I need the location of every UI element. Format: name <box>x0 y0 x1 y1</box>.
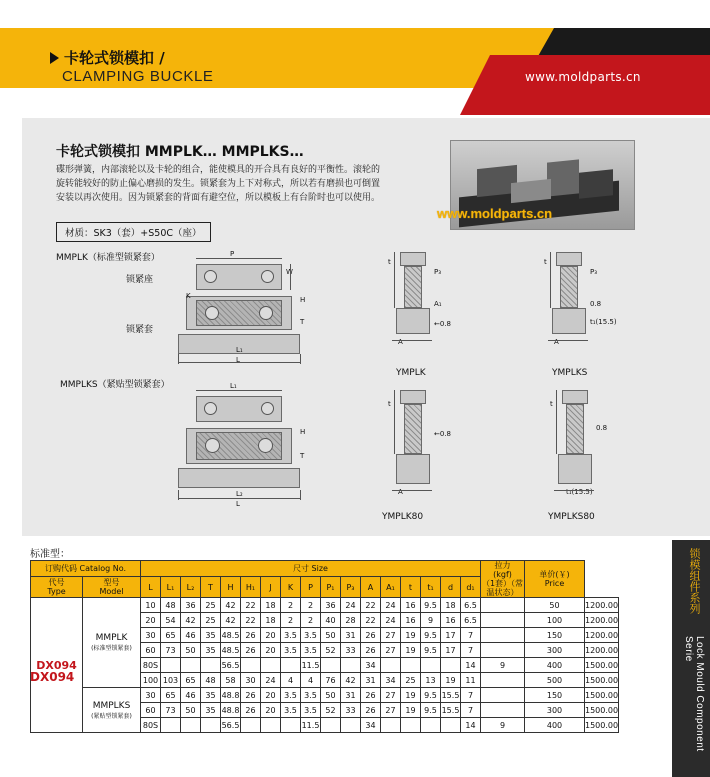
size-value-cell: 11.5 <box>301 658 321 673</box>
size-value-cell: 31 <box>341 628 361 643</box>
size-value-cell: 76 <box>321 673 341 688</box>
page-title-en: CLAMPING BUCKLE <box>62 68 214 85</box>
size-col-J: J <box>261 577 281 598</box>
size-value-cell: 14 <box>461 658 481 673</box>
pull-cell: 150 <box>525 628 585 643</box>
table-row <box>31 598 619 613</box>
size-value-cell: 9 <box>481 658 525 673</box>
pull-cell: 100 <box>525 613 585 628</box>
size-value-cell: 30 <box>241 673 261 688</box>
size-value-cell <box>241 658 261 673</box>
size-value-cell: 26 <box>361 703 381 718</box>
size-value-cell: 42 <box>341 673 361 688</box>
size-value-cell: 7 <box>461 688 481 703</box>
side-tab-cn: 锁模组件系列 <box>688 548 701 614</box>
table-caption: 标准型： <box>30 549 70 560</box>
size-value-cell: 9.5 <box>421 598 441 613</box>
material-badge: 材质：SK3（套）+S50C（座） <box>56 222 211 242</box>
type-header: 代号 Type <box>31 577 83 598</box>
size-value-cell: 4 <box>281 673 301 688</box>
size-value-cell <box>281 658 301 673</box>
size-value-cell: 24 <box>381 598 401 613</box>
size-value-cell <box>381 658 401 673</box>
price-cell: 1200.00 <box>585 643 619 658</box>
size-value-cell <box>281 718 301 733</box>
size-value-cell: 50 <box>181 643 201 658</box>
page-header <box>0 0 710 115</box>
size-value-cell: 18 <box>441 598 461 613</box>
size-value-cell <box>421 658 441 673</box>
size-value-cell: 2 <box>281 613 301 628</box>
table-row <box>31 688 619 703</box>
size-value-cell: 19 <box>401 628 421 643</box>
size-value-cell: 9.5 <box>421 628 441 643</box>
size-value-cell: 33 <box>341 643 361 658</box>
size-value-cell: 2 <box>281 598 301 613</box>
view-name-ymplk: YMPLK <box>396 368 426 378</box>
size-value-cell: 26 <box>241 628 261 643</box>
pull-cell: 500 <box>525 673 585 688</box>
arrow-icon <box>50 52 59 64</box>
view-name-ymplk80: YMPLK80 <box>382 512 424 522</box>
size-value-cell: 48.5 <box>221 643 241 658</box>
size-value-cell <box>441 658 461 673</box>
size-value-cell <box>421 718 441 733</box>
size-value-cell: 17 <box>441 643 461 658</box>
size-value-cell <box>481 628 525 643</box>
pull-cell: 150 <box>525 688 585 703</box>
label-sleeve: 锁紧套 <box>126 325 154 335</box>
size-value-cell <box>481 688 525 703</box>
size-value-cell <box>341 658 361 673</box>
size-value-cell: 20 <box>261 628 281 643</box>
size-value-cell <box>481 643 525 658</box>
size-value-cell <box>481 703 525 718</box>
size-value-cell <box>481 613 525 628</box>
size-value-cell: 52 <box>321 703 341 718</box>
size-value-cell: 42 <box>221 613 241 628</box>
size-value-cell <box>381 718 401 733</box>
size-col-d₁: d₁ <box>461 577 481 598</box>
size-value-cell: 50 <box>321 688 341 703</box>
size-value-cell <box>261 718 281 733</box>
size-value-cell: 26 <box>361 688 381 703</box>
view-name-ymplks: YMPLKS <box>552 368 588 378</box>
size-value-cell: 9.5 <box>421 688 441 703</box>
size-value-cell: 65 <box>161 688 181 703</box>
size-value-cell: 65 <box>181 673 201 688</box>
size-value-cell: 14 <box>461 718 481 733</box>
size-col-H₁: H₁ <box>241 577 261 598</box>
size-value-cell: 3.5 <box>301 643 321 658</box>
size-value-cell: 40 <box>321 613 341 628</box>
model-header: 型号 Model <box>83 577 141 598</box>
size-col-A: A <box>361 577 381 598</box>
size-value-cell: 20 <box>261 703 281 718</box>
type-code: DX094 <box>30 670 75 684</box>
size-value-cell: 24 <box>381 613 401 628</box>
size-value-cell: 3.5 <box>301 628 321 643</box>
size-value-cell <box>161 658 181 673</box>
view-name-ymplks80: YMPLKS80 <box>548 512 595 522</box>
pull-cell: 50 <box>525 598 585 613</box>
size-value-cell: 34 <box>361 718 381 733</box>
size-col-P₃: P₃ <box>341 577 361 598</box>
size-value-cell: 54 <box>161 613 181 628</box>
size-value-cell: 26 <box>361 628 381 643</box>
size-col-P₁: P₁ <box>321 577 341 598</box>
size-value-cell: 35 <box>201 628 221 643</box>
size-value-cell: 24 <box>341 598 361 613</box>
price-cell: 1200.00 <box>585 628 619 643</box>
size-col-t₁: t₁ <box>421 577 441 598</box>
page-title-cn: 卡轮式锁模扣 / <box>64 49 165 67</box>
size-value-cell: 46 <box>181 628 201 643</box>
size-value-cell <box>441 718 461 733</box>
size-value-cell: 25 <box>201 598 221 613</box>
size-value-cell: 11.5 <box>301 718 321 733</box>
size-value-cell <box>401 718 421 733</box>
size-value-cell: 73 <box>161 643 181 658</box>
size-value-cell: 31 <box>341 688 361 703</box>
size-value-cell: 18 <box>261 613 281 628</box>
size-value-cell <box>241 718 261 733</box>
size-value-cell: 36 <box>321 598 341 613</box>
side-tab <box>672 540 710 777</box>
size-value-cell: 3.5 <box>281 703 301 718</box>
size-value-cell: 16 <box>441 613 461 628</box>
price-cell: 1500.00 <box>585 718 619 733</box>
size-value-cell: 25 <box>201 613 221 628</box>
price-header: 单价(￥) Price <box>525 561 585 598</box>
size-value-cell: 20 <box>261 643 281 658</box>
size-col-K: K <box>281 577 301 598</box>
size-value-cell: 19 <box>441 673 461 688</box>
size-value-cell: 19 <box>401 688 421 703</box>
size-value-cell: 35 <box>201 703 221 718</box>
section-description: 碟形弹簧，内部滚轮以及卡轮的组合，能使模具的开合具有良好的平衡性。滚轮的旋转能较好的防止偏心磨损的发生。锁紧套为上下对称式，所以若有磨损也可倒置安装以再次使用。因为锁紧套的背面有避空位，所以模板上有台阶时也可以使用。 <box>56 165 381 203</box>
size-value-cell: 26 <box>241 643 261 658</box>
size-cell: 80S <box>141 658 161 673</box>
size-value-cell: 65 <box>161 628 181 643</box>
size-value-cell: 50 <box>321 628 341 643</box>
model-cell: MMPLK (标准型锁紧套) <box>83 598 141 688</box>
size-col-t: t <box>401 577 421 598</box>
size-value-cell: 36 <box>181 598 201 613</box>
size-value-cell <box>201 718 221 733</box>
size-value-cell <box>341 718 361 733</box>
size-value-cell <box>481 673 525 688</box>
side-tab-en: Lock Mould Component Serie <box>683 636 705 752</box>
size-value-cell: 56.5 <box>221 718 241 733</box>
size-value-cell: 9 <box>421 613 441 628</box>
spec-table-element <box>30 560 619 733</box>
size-value-cell: 4 <box>301 673 321 688</box>
size-value-cell: 48.8 <box>221 688 241 703</box>
size-value-cell: 15.5 <box>441 688 461 703</box>
size-value-cell: 18 <box>261 598 281 613</box>
size-value-cell: 48 <box>161 598 181 613</box>
drawing-label-mmplk: MMPLK（标准型锁紧套） <box>56 253 160 263</box>
size-value-cell: 17 <box>441 628 461 643</box>
size-value-cell: 9 <box>481 718 525 733</box>
size-value-cell: 27 <box>381 628 401 643</box>
pull-cell: 400 <box>525 658 585 673</box>
size-value-cell: 7 <box>461 703 481 718</box>
size-col-T: T <box>201 577 221 598</box>
price-cell: 1500.00 <box>585 703 619 718</box>
size-cell: 30 <box>141 688 161 703</box>
size-value-cell: 3.5 <box>281 688 301 703</box>
size-cell: 20 <box>141 613 161 628</box>
pull-header: 拉力 (kgf) （1套）（常温状态） <box>481 561 524 597</box>
size-col-d: d <box>441 577 461 598</box>
size-value-cell: 22 <box>361 598 381 613</box>
size-cell: 30 <box>141 628 161 643</box>
label-seat: 锁紧座 <box>126 275 154 285</box>
size-value-cell: 28 <box>341 613 361 628</box>
size-value-cell <box>321 718 341 733</box>
size-value-cell: 27 <box>381 643 401 658</box>
size-value-cell: 42 <box>221 598 241 613</box>
website-url[interactable]: www.moldparts.cn <box>525 70 641 84</box>
size-value-cell <box>161 718 181 733</box>
size-value-cell: 6.5 <box>461 598 481 613</box>
size-value-cell: 25 <box>401 673 421 688</box>
size-value-cell: 27 <box>381 688 401 703</box>
size-value-cell: 34 <box>361 658 381 673</box>
price-cell: 1200.00 <box>585 613 619 628</box>
size-value-cell: 9.5 <box>421 643 441 658</box>
size-value-cell: 24 <box>261 673 281 688</box>
size-value-cell: 3.5 <box>301 688 321 703</box>
size-value-cell <box>181 718 201 733</box>
size-value-cell: 20 <box>261 688 281 703</box>
size-value-cell: 26 <box>361 643 381 658</box>
size-value-cell: 27 <box>381 703 401 718</box>
size-col-A₁: A₁ <box>381 577 401 598</box>
size-value-cell <box>261 658 281 673</box>
size-value-cell <box>401 658 421 673</box>
size-value-cell: 35 <box>201 688 221 703</box>
size-col-L₂: L₂ <box>181 577 201 598</box>
size-cell: 60 <box>141 643 161 658</box>
type-code-cell: DX094 <box>31 598 83 733</box>
drawing-label-mmplks: MMPLKS（紧贴型锁紧套） <box>60 380 170 390</box>
size-value-cell: 22 <box>361 613 381 628</box>
size-value-cell: 56.5 <box>221 658 241 673</box>
pull-cell: 300 <box>525 643 585 658</box>
size-value-cell: 3.5 <box>301 703 321 718</box>
size-value-cell: 26 <box>241 688 261 703</box>
size-value-cell: 19 <box>401 643 421 658</box>
size-value-cell <box>321 658 341 673</box>
pull-cell: 400 <box>525 718 585 733</box>
size-value-cell: 48 <box>201 673 221 688</box>
size-value-cell: 31 <box>361 673 381 688</box>
size-value-cell: 48.8 <box>221 703 241 718</box>
model-cell: MMPLKS (紧贴型锁紧套) <box>83 688 141 733</box>
size-value-cell: 22 <box>241 613 261 628</box>
size-value-cell: 33 <box>341 703 361 718</box>
size-value-cell <box>481 598 525 613</box>
size-value-cell: 7 <box>461 643 481 658</box>
size-value-cell: 103 <box>161 673 181 688</box>
size-value-cell: 7 <box>461 628 481 643</box>
size-cell: 100 <box>141 673 161 688</box>
header-red-bar <box>490 55 710 115</box>
size-value-cell: 58 <box>221 673 241 688</box>
size-value-cell: 73 <box>161 703 181 718</box>
size-value-cell: 50 <box>181 703 201 718</box>
size-value-cell: 42 <box>181 613 201 628</box>
size-value-cell: 19 <box>401 703 421 718</box>
size-value-cell: 2 <box>301 598 321 613</box>
size-value-cell: 16 <box>401 613 421 628</box>
size-col-L₁: L₁ <box>161 577 181 598</box>
size-header: 尺寸 Size <box>141 561 481 577</box>
size-value-cell: 13 <box>421 673 441 688</box>
size-value-cell: 35 <box>201 643 221 658</box>
size-cell: 60 <box>141 703 161 718</box>
size-value-cell: 3.5 <box>281 628 301 643</box>
price-cell: 1500.00 <box>585 673 619 688</box>
catalog-header: 订购代码 Catalog No. <box>31 561 141 577</box>
price-cell: 1200.00 <box>585 598 619 613</box>
size-value-cell: 6.5 <box>461 613 481 628</box>
size-cell: 10 <box>141 598 161 613</box>
size-col-P: P <box>301 577 321 598</box>
size-value-cell: 3.5 <box>281 643 301 658</box>
size-col-L: L <box>141 577 161 598</box>
size-value-cell <box>201 658 221 673</box>
size-value-cell: 22 <box>241 598 261 613</box>
size-value-cell: 16 <box>401 598 421 613</box>
pull-cell: 300 <box>525 703 585 718</box>
size-cell: 80S <box>141 718 161 733</box>
price-cell: 1500.00 <box>585 688 619 703</box>
size-col-H: H <box>221 577 241 598</box>
watermark: www.moldparts.cn <box>437 206 553 221</box>
size-value-cell <box>181 658 201 673</box>
size-value-cell: 34 <box>381 673 401 688</box>
size-value-cell: 26 <box>241 703 261 718</box>
size-value-cell: 9.5 <box>421 703 441 718</box>
section-heading: 卡轮式锁模扣 MMPLK… MMPLKS… <box>56 144 304 160</box>
size-value-cell: 46 <box>181 688 201 703</box>
size-value-cell: 11 <box>461 673 481 688</box>
size-value-cell: 2 <box>301 613 321 628</box>
size-value-cell: 48.5 <box>221 628 241 643</box>
size-value-cell: 15.5 <box>441 703 461 718</box>
price-cell: 1500.00 <box>585 658 619 673</box>
size-value-cell: 52 <box>321 643 341 658</box>
